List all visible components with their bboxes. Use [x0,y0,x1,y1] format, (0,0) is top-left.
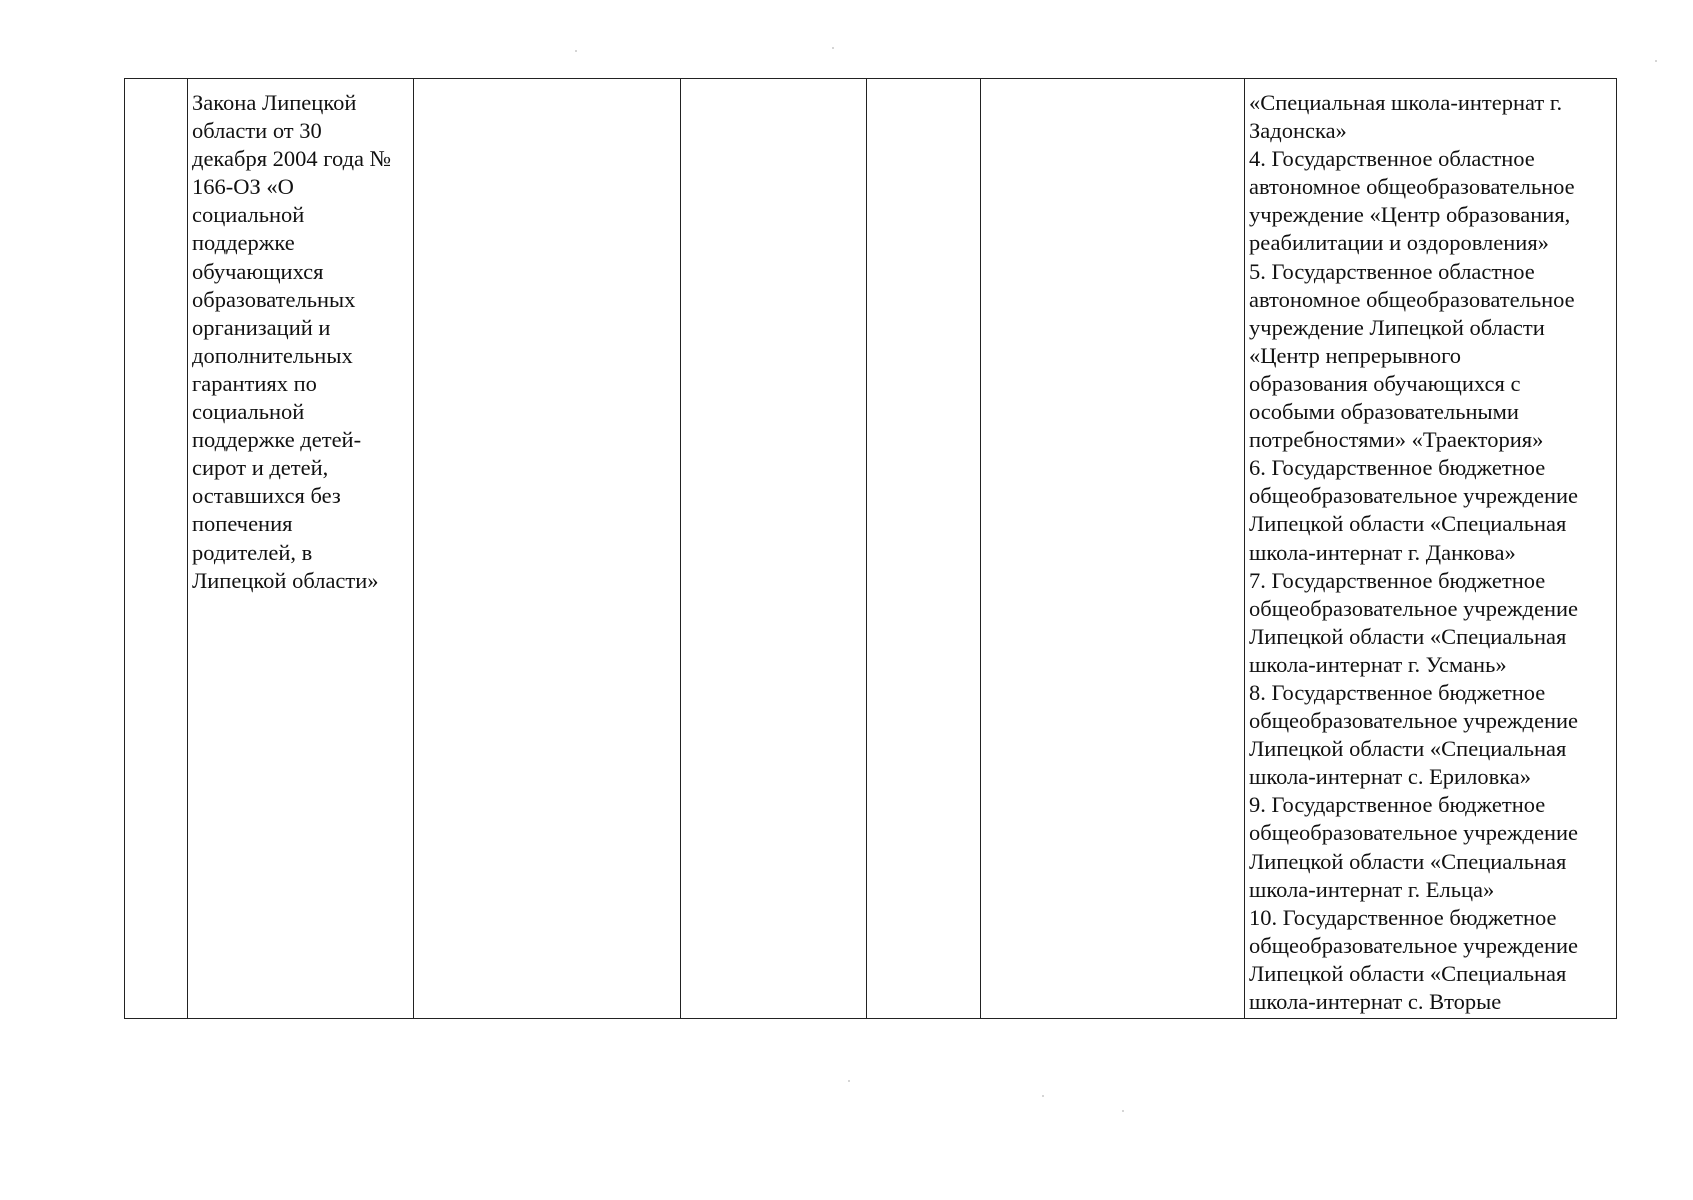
institution-line: образования обучающихся с [1249,370,1521,396]
law-reference-line: Липецкой области» [192,567,379,593]
law-reference-line: Закона Липецкой [192,90,357,115]
institution-line: потребностями» «Траектория» [1249,427,1544,453]
institution-line: 6. Государственное бюджетное [1249,455,1546,481]
institution-line: школа-интернат г. Усмань» [1249,651,1507,677]
law-reference-line: социальной [192,399,305,425]
institution-line: школа-интернат с. Вторые [1249,989,1502,1014]
institution-line: школа-интернат г. Ельца» [1249,876,1495,902]
empty-cell-4 [681,79,867,1019]
institution-line: общеобразовательное учреждение [1249,483,1579,509]
institution-line: 7. Государственное бюджетное [1249,567,1546,593]
document-table [124,78,1617,1019]
law-reference-line: декабря 2004 года № [192,146,392,172]
institution-line: 8. Государственное бюджетное [1249,679,1546,705]
institution-line: школа-интернат г. Данкова» [1249,539,1516,565]
empty-cell-3 [414,79,681,1019]
institution-line: 9. Государственное бюджетное [1249,792,1546,818]
institution-line: Задонска» [1249,118,1347,144]
institution-line: общеобразовательное учреждение [1249,595,1579,621]
institution-line: реабилитации и оздоровления» [1249,230,1549,256]
law-reference-line: образовательных [192,286,356,312]
institution-line: автономное общеобразовательное [1249,286,1575,312]
institution-line: общеобразовательное учреждение [1249,932,1579,958]
institution-line: Липецкой области «Специальная [1249,848,1567,874]
institution-line: учреждение «Центр образования, [1249,202,1571,228]
institution-line: Липецкой области «Специальная [1249,960,1567,986]
law-reference-line: оставшихся без [192,483,341,509]
institution-line: школа-интернат с. Ериловка» [1249,764,1532,790]
empty-cell-6 [981,79,1245,1019]
law-reference-line: социальной [192,202,305,228]
law-reference-line: поддержке [192,230,295,256]
institution-line: 4. Государственное областное [1249,146,1535,172]
scan-speck [1122,1110,1124,1112]
law-reference-line: сирот и детей, [192,455,329,481]
law-reference-line: 166-ОЗ «О [192,174,294,200]
institution-line: Липецкой области «Специальная [1249,623,1567,649]
institution-line: особыми образовательными [1249,399,1519,425]
institution-line: учреждение Липецкой области [1249,314,1545,340]
institution-line: автономное общеобразовательное [1249,174,1575,200]
institution-line: Липецкой области «Специальная [1249,736,1567,762]
empty-cell-5 [867,79,981,1019]
law-reference-text [188,79,413,595]
law-reference-line: гарантиях по [192,370,317,396]
table-row [125,79,1617,1019]
scan-speck [1042,1095,1044,1097]
institutions-cell [1245,79,1617,1019]
law-reference-line: попечения [192,511,293,537]
law-reference-line: области от 30 [192,118,322,144]
scan-speck [575,50,577,52]
scan-speck [1655,60,1657,62]
law-reference-line: организаций и [192,314,331,340]
institution-line: общеобразовательное учреждение [1249,820,1579,846]
law-reference-line: дополнительных [192,342,353,368]
institution-line: «Специальная школа-интернат г. [1249,90,1563,115]
law-reference-line: обучающихся [192,258,324,284]
law-reference-line: родителей, в [192,539,313,565]
institutions-list [1245,79,1616,1016]
institution-line: Липецкой области «Специальная [1249,511,1567,537]
institution-line: общеобразовательное учреждение [1249,708,1579,734]
law-reference-cell [188,79,414,1019]
institution-line: 5. Государственное областное [1249,258,1535,284]
scan-speck [848,1080,850,1082]
number-cell [125,79,188,1019]
law-reference-line: поддержке детей- [192,427,362,453]
scan-speck [832,47,834,49]
institution-line: «Центр непрерывного [1249,342,1462,368]
institution-line: 10. Государственное бюджетное [1249,904,1557,930]
